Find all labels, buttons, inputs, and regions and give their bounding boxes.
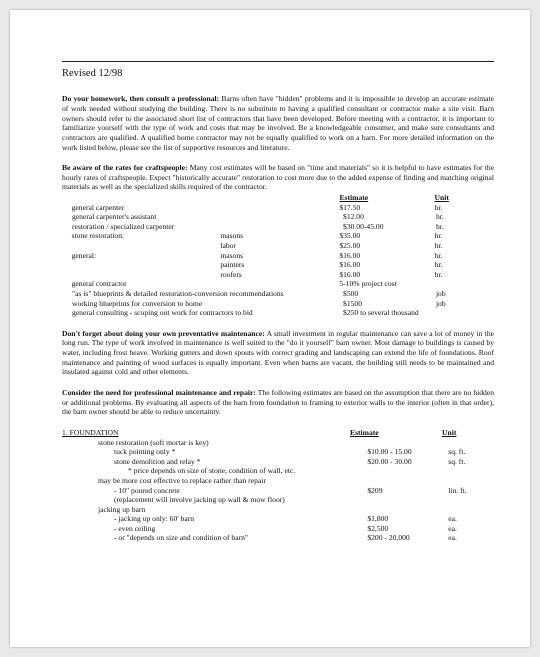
foundation-estimate: $200 - 20,000 (367, 533, 410, 543)
foundation-unit (446, 438, 494, 448)
rate-estimate: $500 (343, 289, 359, 299)
rate-estimate: 5-10% project cost (339, 279, 397, 289)
foundation-unit (448, 495, 494, 505)
rate-subitem: masons (220, 231, 244, 241)
paragraph-heading: Consider the need for professional maintenance and repair: (62, 388, 256, 398)
paragraph-body: The following estimates are based on the assumption that there are no hidden or additional problems. By evaluating all aspects of the barn from foundation to framing to exterior walls to the interior (often in that order), the barn owner should be able to reduce uncertainty. (62, 388, 494, 417)
paragraph-homework (62, 94, 494, 152)
paragraph-rates (62, 163, 494, 192)
foundation-unit: sq. ft. (448, 447, 466, 457)
section-title: 1. FOUNDATION (62, 427, 119, 437)
unit-header: Unit (442, 427, 457, 437)
rate-estimate: $25.00 (339, 241, 361, 251)
table-row (62, 476, 494, 486)
table-row (62, 251, 494, 261)
table-row (62, 241, 494, 251)
foundation-estimate (362, 476, 446, 486)
foundation-item: - 10" poured concrete (114, 485, 180, 495)
rate-item: restoration / specialized carpenter (72, 221, 175, 231)
revision-label: Revised 12/98 (62, 68, 123, 79)
foundation-item: - jacking up only: 60' barn (114, 514, 195, 524)
foundation-estimate: $209 (367, 485, 383, 495)
estimate-header: Estimate (350, 427, 379, 437)
table-row (62, 222, 494, 232)
foundation-estimate (362, 438, 446, 448)
rate-estimate: $250 to several thousand (343, 308, 419, 318)
rate-item (72, 260, 221, 270)
rates-header-row (62, 193, 494, 203)
foundation-estimate (367, 495, 448, 505)
paragraph-heading: Don't forget about doing your own preventative maintenance: (62, 328, 265, 338)
rate-unit: hr. (435, 212, 444, 222)
table-row (62, 270, 494, 280)
rate-item: stone restoration: (71, 231, 125, 241)
rate-item (72, 270, 221, 280)
rate-unit: job (435, 298, 446, 308)
rates-table (62, 193, 494, 318)
paragraph-body: A small investment in regular maintenance can save a lot of money in the long run. The type of work involved in maintenance is well suited to the "do it yourself" barn owner. Most damage to buildings is caused by water, including frost heave. Working gutters and down spouts with correct grading and landscaping can extend the life of foundations. Roof maintenance and painting of wood surfaces is equally important. Even when barns are vacant, the building still needs to be maintained and insulated against cold and other elements. (62, 328, 494, 377)
foundation-item: may be more cost effective to replace rather than repair (98, 475, 266, 485)
table-row (62, 495, 494, 505)
rate-unit: hr. (434, 269, 443, 279)
foundation-header-row (62, 428, 494, 438)
rate-estimate: $16.00 (339, 269, 361, 279)
paragraph-maintenance (62, 329, 494, 377)
foundation-item: jacking up barn (98, 504, 146, 514)
rate-unit: hr. (434, 260, 443, 270)
foundation-item: stone demolition and relay * (114, 456, 201, 466)
unit-header: Unit (434, 193, 449, 203)
foundation-estimate: $20.00 - 30.00 (367, 456, 412, 466)
rate-estimate: $12.00 (343, 212, 364, 222)
rate-item: general carpenter (71, 202, 125, 212)
rate-unit: job (435, 289, 446, 299)
foundation-unit (446, 505, 494, 515)
rate-item: general consulting - scoping out work for contractors to bid (72, 308, 253, 318)
table-row (62, 279, 494, 289)
foundation-unit: ea. (448, 533, 457, 543)
rate-estimate: $16.00 (339, 250, 361, 260)
foundation-item: - even ceiling (114, 523, 156, 533)
paragraph-body: Many cost estimates will be based on "time and materials" so it is helpful to have estimates for the hourly rates of craftspeople. Expect "historically accurate" restoration to cost more due to the added expense of finding and matching original materials as well as the specialized skills required of the contractor. (62, 163, 495, 192)
table-row (62, 203, 494, 213)
table-row (62, 486, 494, 496)
rate-subitem (220, 203, 339, 213)
rate-estimate: $1500 (343, 298, 362, 308)
document-content (62, 61, 494, 543)
table-row (62, 466, 494, 476)
table-row (62, 524, 494, 534)
rate-item (72, 241, 221, 251)
rate-unit: hr. (434, 241, 443, 251)
table-row (62, 514, 494, 524)
foundation-estimate (362, 505, 446, 515)
rate-estimate: $16.00 (339, 260, 361, 270)
table-row (62, 447, 494, 457)
table-row (62, 505, 494, 515)
table-row (62, 212, 494, 222)
foundation-unit: ea. (448, 514, 457, 524)
rate-subitem: painters (220, 260, 245, 270)
rate-subitem: labor (220, 241, 236, 251)
table-row (62, 231, 494, 241)
foundation-item: (replacement will involve jacking up wall & mow floor) (114, 495, 285, 505)
foundation-unit: sq. ft. (448, 456, 466, 466)
table-row (62, 438, 494, 448)
document-page (10, 10, 530, 647)
rate-item: general: (71, 250, 97, 260)
foundation-item: tuck pointing only * (114, 447, 176, 457)
estimate-header: Estimate (339, 193, 369, 203)
foundation-unit (450, 466, 494, 476)
table-row (62, 457, 494, 467)
foundation-item: * price depends on size of stone, condition of wall, etc. (128, 466, 296, 476)
rate-unit: hr. (434, 250, 443, 260)
foundation-estimate (372, 466, 450, 476)
table-row (62, 308, 494, 318)
rate-estimate: $17.50 (339, 202, 361, 212)
foundation-estimate: $2,500 (367, 523, 389, 533)
foundation-unit (446, 476, 494, 486)
rate-item: working blueprints for conversion to home (72, 298, 203, 308)
paragraph-heading: Be aware of the rates for craftspeople: (62, 163, 188, 173)
foundation-estimate: $10.00 - 15.00 (367, 447, 412, 457)
foundation-item: stone restoration (soft mortar is key) (98, 437, 209, 447)
paragraph-heading: Do your homework, then consult a professional: (62, 94, 220, 104)
top-rule (62, 61, 494, 62)
rate-subitem (220, 279, 339, 289)
rate-unit: hr. (434, 231, 443, 241)
paragraph-body: Barns often have "hidden" problems and it is impossible to develop an accurate estimate of work needed without studying the building. There is no substitute to having a qualified consultant or contractor make a site visit. Barn owners should refer to the associated short list of contractors that have been developed. Before meeting with a contractor, it is important to familiarize yourself with the type of work and costs that may be involved. Be a knowledgeable consumer, and make sure consultants and contractors are qualified. A qualified home contractor may not be equally qualified to work on a barn. For more detailed information on the work listed below, please see the list of supportive resources and literature. (62, 94, 494, 152)
table-row (62, 289, 494, 299)
table-row (62, 260, 494, 270)
rate-unit (436, 308, 494, 318)
rate-unit: hr. (434, 202, 443, 212)
foundation-table (62, 428, 494, 543)
rate-subitem: masons (220, 250, 244, 260)
rate-unit (435, 279, 494, 289)
rate-subitem: roofers (220, 269, 242, 279)
rate-unit: hr. (435, 221, 444, 231)
rate-item: general carpenter's assistant (72, 212, 157, 222)
foundation-unit: ea. (448, 523, 457, 533)
rate-estimate: $35.00 (339, 231, 361, 241)
foundation-item: - or "depends on size and condition of barn" (114, 533, 248, 543)
table-row (62, 533, 494, 543)
foundation-unit: lin. ft. (448, 485, 467, 495)
table-row (62, 299, 494, 309)
paragraph-professional (62, 388, 494, 417)
foundation-estimate: $1,800 (367, 514, 389, 524)
rate-estimate: $30.00-45.00 (343, 221, 384, 231)
rate-item: general contractor (71, 279, 127, 289)
rate-item: "as is" blueprints & detailed restoration-conversion recommendations (72, 289, 284, 299)
